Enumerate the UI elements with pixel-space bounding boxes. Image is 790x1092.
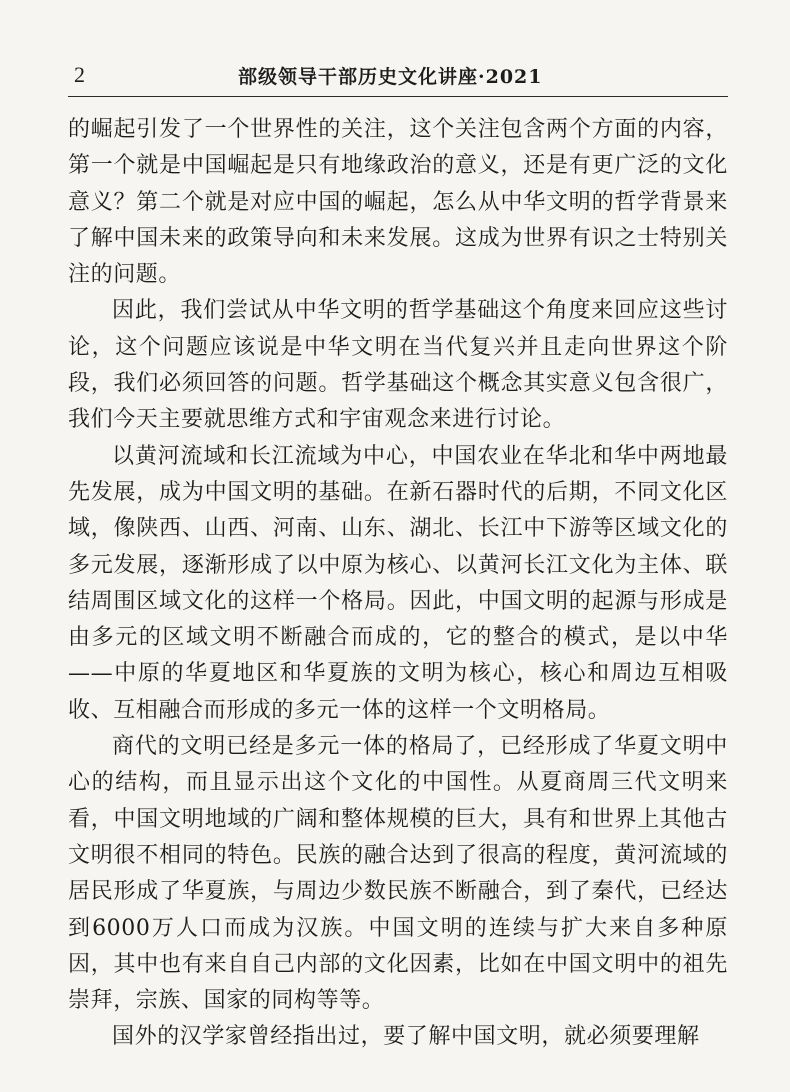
- paragraph: 因此，我们尝试从中华文明的哲学基础这个角度来回应这些讨论，这个问题应该说是中华文明在当代复兴并且走向世界这个阶段，我们必须回答的问题。哲学基础这个概念其实意义包含很广，我们今天主要就思维方式和宇宙观念来进行讨论。: [68, 298, 728, 433]
- page-header: [68, 60, 728, 92]
- paragraph: 以黄河流域和长江流域为中心，中国农业在华北和华中两地最先发展，成为中国文明的基础。在新石器时代的后期，不同文化区域，像陕西、山西、河南、山东、湖北、长江中下游等区域文化的多元发展，逐渐形成了以中原为核心、以黄河长江文化为主体、联结周围区域文化的这样一个格局。因此，中国文明的起源与形成是由多元的区域文明不断融合而成的，它的整合的模式，是以中华——中原的华夏地区和华夏族的文明为核心，核心和周边互相吸收、互相融合而形成的多元一体的这样一个文明格局。: [68, 443, 728, 723]
- paragraph: 国外的汉学家曾经指出过，要了解中国文明，就必须要理解: [112, 1024, 700, 1050]
- book-page: [68, 60, 728, 1050]
- body-text: [68, 112, 728, 1056]
- running-title: 部级领导干部历史文化讲座·2021: [238, 66, 543, 88]
- paragraph: 商代的文明已经是多元一体的格局了，已经形成了华夏文明中心的结构，而且显示出这个文化的中国性。从夏商周三代文明来看，中国文明地域的广阔和整体规模的巨大，具有和世界上其他古文明很不相同的特色。民族的融合达到了很高的程度，黄河流域的居民形成了华夏族，与周边少数民族不断融合，到了秦代，已经达到6000万人口而成为汉族。中国文明的连续与扩大来自多种原因，其中也有来自自己内部的文化因素，比如在中国文明中的祖先崇拜，宗族、国家的同构等等。: [68, 734, 728, 1014]
- header-rule: [68, 96, 728, 97]
- page-number: 2: [74, 62, 85, 87]
- paragraph-continued: 的崛起引发了一个世界性的关注，这个关注包含两个方面的内容，第一个就是中国崛起是只有地缘政治的意义，还是有更广泛的文化意义？第二个就是对应中国的崛起，怎么从中华文明的哲学背景来了解中国未来的政策导向和未来发展。这成为世界有识之士特别关注的问题。: [68, 117, 728, 288]
